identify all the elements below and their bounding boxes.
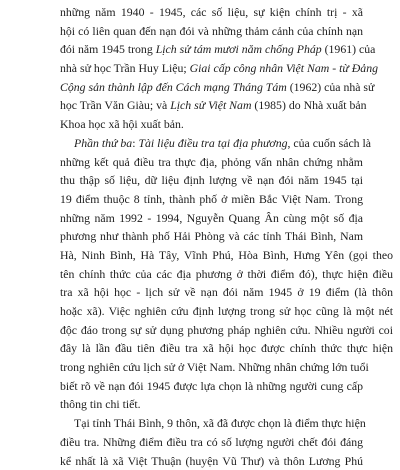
italic-run: Phần thứ ba — [74, 136, 132, 150]
text-run: (1961) của — [322, 42, 376, 56]
text-line — [60, 283, 393, 302]
text-line — [60, 96, 363, 115]
text-run: kể nhất là xã Việt Thuận (huyện Vũ Thư) và thôn Lương Phú — [60, 454, 363, 468]
text-line — [60, 115, 363, 134]
text-run: tên chính thức của các địa phương ở thời điểm đó), thực hiện điều — [60, 267, 393, 281]
text-line — [60, 321, 393, 340]
text-run: thông tin chi tiết. — [60, 397, 141, 411]
text-line — [60, 3, 363, 22]
text-line — [60, 78, 363, 97]
body-text — [60, 3, 363, 470]
text-line — [60, 59, 363, 78]
text-run: phương như thành phố Hải Phòng và các tỉnh Thái Bình, Nam — [60, 229, 363, 243]
text-line — [60, 339, 393, 358]
text-line — [60, 358, 363, 377]
italic-run: Giai cấp công nhân Việt Nam - từ Đảng — [190, 61, 378, 75]
text-run: hoặc xã). Việc nghiên cứu định lượng trong sử học cũng là một nét — [60, 304, 393, 318]
text-run: (1985) do Nhà xuất bản — [251, 98, 366, 112]
text-run: 19 điểm thuộc 8 tỉnh, thành phố ở miền Bắc Việt Nam. Trong — [60, 192, 363, 206]
text-run: nhà sử học Trần Huy Liệu; — [60, 61, 190, 75]
text-run: Hà, Ninh Bình, Hà Tây, Vĩnh Phú, Hòa Bình, Hưng Yên (gọi theo — [60, 248, 393, 262]
text-line — [60, 227, 363, 246]
text-line — [60, 190, 363, 209]
text-run: tra xã hội học - lịch sử về nạn đói năm 1945 ở 19 điểm (là thôn — [60, 285, 393, 299]
text-run: trong nghiên cứu lịch sử ở Việt Nam. Những nhân chứng lớn tuổi — [60, 360, 369, 374]
text-run: những năm 1992 - 1994, Nguyễn Quang Ân cùng một số địa — [60, 211, 363, 225]
text-line — [60, 171, 363, 190]
text-run: thu thập số liệu, dữ liệu định lượng về nạn đói năm 1945 tại — [60, 173, 363, 187]
text-run: Khoa học xã hội xuất bản. — [60, 117, 184, 131]
text-line — [60, 40, 363, 59]
text-line — [60, 433, 363, 452]
italic-run: Lịch sử tám mươi năm chống Pháp — [156, 42, 322, 56]
text-line — [60, 209, 363, 228]
text-run: độc đáo trong sự sử dụng phương pháp nghiên cứu. Nhiều người coi — [60, 323, 393, 337]
text-line — [60, 414, 363, 433]
text-line — [60, 302, 393, 321]
text-run: những kết quả điều tra thực địa, phỏng vấn nhân chứng nhằm — [60, 155, 363, 169]
text-run: hội có liên quan đến nạn đói và những thảm cảnh của chính nạn — [60, 24, 363, 38]
text-run: : — [132, 136, 138, 150]
italic-run: Lịch sử Việt Nam — [170, 98, 251, 112]
text-run: biết rõ về nạn đói 1945 được lựa chọn là những người cung cấp — [60, 379, 363, 393]
text-run: Tại tỉnh Thái Bình, 9 thôn, xã đã được chọn là điểm thực hiện — [74, 416, 366, 430]
text-run: học Trần Văn Giàu; và — [60, 98, 170, 112]
italic-run: Cộng sản thành lập đến Cách mạng Tháng Tám — [60, 80, 287, 94]
text-run: , của cuốn sách là — [288, 136, 372, 150]
text-line — [60, 377, 363, 396]
text-run: đây là lần đầu tiên điều tra xã hội học được chính thức thực hiện — [60, 341, 393, 355]
text-line — [60, 265, 393, 284]
italic-run: Tài liệu điều tra tại địa phương — [138, 136, 287, 150]
text-line — [60, 452, 363, 470]
text-line — [60, 134, 363, 153]
text-run: điều tra. Những điểm điều tra có số lượng người chết đói đáng — [60, 435, 363, 449]
text-run: những năm 1940 - 1945, các số liệu, sự kiện chính trị - xã — [60, 5, 363, 19]
text-line — [60, 22, 363, 41]
text-run: đói năm 1945 trong — [60, 42, 156, 56]
text-line — [60, 395, 363, 414]
text-line — [60, 246, 393, 265]
text-line — [60, 153, 363, 172]
text-run: (1962) của nhà sử — [287, 80, 375, 94]
